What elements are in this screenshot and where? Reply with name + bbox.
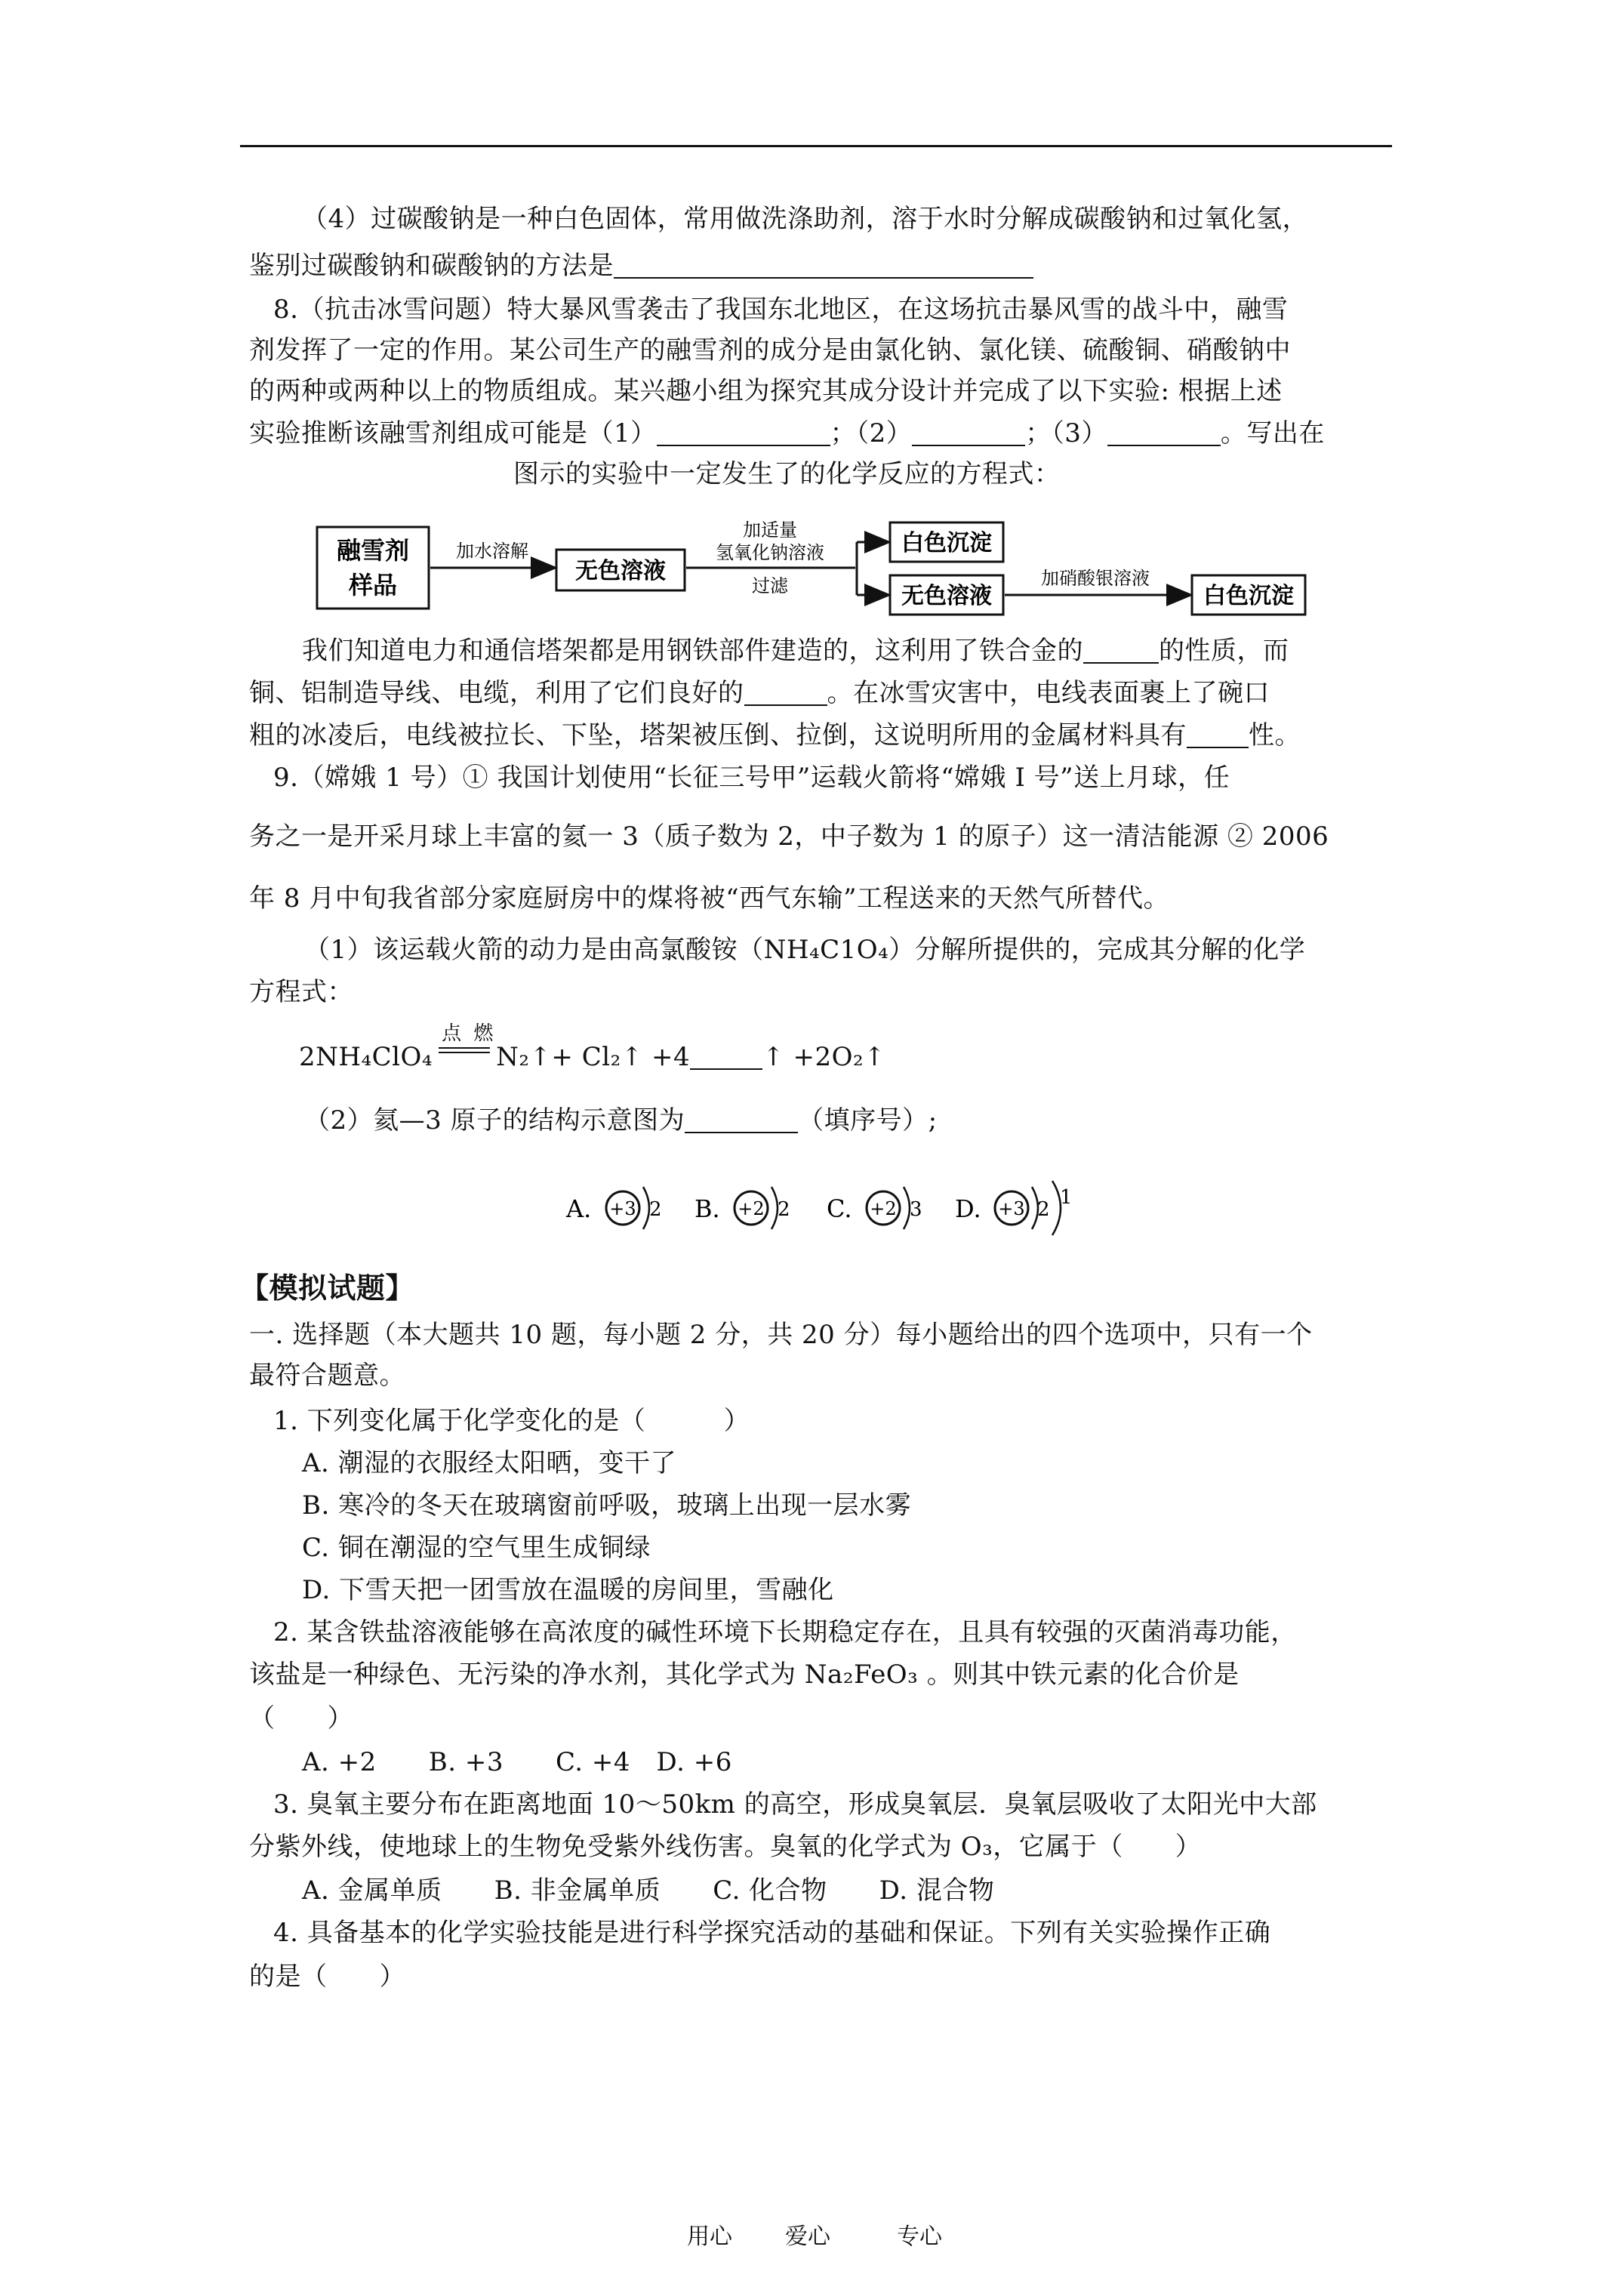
q2-line-3: （ ）: [249, 1703, 353, 1734]
q8-line-4: [249, 417, 1325, 450]
precip1-label: 白色沉淀: [901, 530, 992, 556]
q8-line-5: 图示的实验中一定发生了的化学反应的方程式：: [513, 459, 1061, 489]
q9-part2: [304, 1104, 938, 1137]
option-c-label: C.: [827, 1194, 852, 1223]
electrons-a: 2: [649, 1198, 662, 1221]
option-d-label: D.: [955, 1194, 981, 1223]
answer-blank: [685, 1108, 798, 1133]
q1-option-d: D. 下雪天把一团雪放在温暖的房间里，雪融化: [302, 1575, 834, 1605]
q9-part2-a: （2）氦—3 原子的结构示意图为: [304, 1105, 685, 1136]
eq-condition-sign: [433, 1022, 497, 1065]
electrons-d-2: 1: [1060, 1186, 1073, 1209]
sample-label-1: 融雪剂: [336, 536, 410, 565]
step2-label-1: 加适量: [743, 519, 797, 541]
solution2-label: 无色溶液: [901, 583, 992, 609]
metal-line-3: [249, 719, 1301, 752]
q8-line-4-b: ；（2）: [830, 418, 913, 448]
metal-line-2: [249, 676, 1270, 710]
option-d: [955, 1181, 1073, 1235]
q1-stem: 1. 下列变化属于化学变化的是（ ）: [273, 1406, 750, 1436]
nucleus-c-charge: +2: [870, 1198, 897, 1219]
eq-left: 2NH₄ClO₄: [299, 1042, 433, 1072]
q9-part1-line-1: （1）该运载火箭的动力是由高氯酸铵（NH₄C1O₄）分解所提供的，完成其分解的化学: [304, 935, 1306, 965]
solution1-label: 无色溶液: [575, 558, 666, 584]
shell-a: [643, 1187, 649, 1229]
q7-4-line-2: [249, 249, 1033, 282]
q4-line-1: 4. 具备基本的化学实验技能是进行科学探究活动的基础和保证。下列有关实验操作正确: [273, 1918, 1271, 1948]
metal-line-1-a: 我们知道电力和通信塔架都是用钢铁部件建造的，这利用了铁合金的: [302, 636, 1083, 666]
q3-line-2: 分紫外线，使地球上的生物免受紫外线伤害。臭氧的化学式为 O₃，它属于（ ）: [249, 1832, 1202, 1862]
q9-line-2: 务之一是开采月球上丰富的氦一 3（质子数为 2，中子数为 1 的原子）这一清洁能源 ② 2006: [249, 821, 1329, 852]
q9-part2-b: （填序号）;: [798, 1105, 938, 1136]
footer-word-1: 用心: [687, 2224, 732, 2250]
section-line-1: 一. 选择题（本大题共 10 题，每小题 2 分，共 20 分）每小题给出的四个选项中，只有一个: [249, 1320, 1313, 1350]
option-b: [694, 1187, 790, 1229]
option-a: [565, 1187, 662, 1229]
answer-blank: [1083, 638, 1159, 664]
q2-options: A. +2 B. +3 C. +4 D. +6: [302, 1747, 732, 1777]
step3-label: 加硝酸银溶液: [1041, 568, 1150, 589]
q1-option-a: A. 潮湿的衣服经太阳晒，变干了: [302, 1448, 677, 1478]
q9-line-1: 9.（嫦娥 1 号）① 我国计划使用“长征三号甲”运载火箭将“嫦娥 I 号”送上月球，任: [273, 763, 1230, 793]
q2-line-1: 2. 某含铁盐溶液能够在高浓度的碱性环境下长期稳定存在，且具有较强的灭菌消毒功能，: [273, 1617, 1297, 1647]
answer-blank: [1107, 421, 1221, 446]
header-rule: [240, 145, 1392, 147]
decomposition-equation: [299, 1022, 886, 1074]
footer-word-3: 专心: [897, 2224, 942, 2250]
q4-line-2: 的是（ ）: [249, 1962, 405, 1992]
metal-line-3-a: 粗的冰凌后，电线被拉长、下坠，塔架被压倒、拉倒，这说明所用的金属材料具有: [249, 720, 1187, 750]
nucleus-d-charge: +3: [998, 1198, 1025, 1219]
experiment-flow-diagram: [313, 513, 1325, 619]
metal-line-2-a: 铜、铝制造导线、电缆，利用了它们良好的: [249, 678, 744, 708]
q2-line-2: 该盐是一种绿色、无污染的净水剂，其化学式为 Na₂FeO₃ 。则其中铁元素的化合价是: [249, 1660, 1240, 1690]
electrons-c: 3: [910, 1198, 922, 1221]
answer-blank: [912, 421, 1025, 446]
answer-blank: [1187, 723, 1249, 748]
q8-line-2: 剂发挥了一定的作用。某公司生产的融雪剂的成分是由氯化钠、氯化镁、硫酸铜、硝酸钠中: [249, 335, 1291, 365]
eq-right-a: N₂↑+ Cl₂↑ +4: [496, 1042, 691, 1072]
metal-line-1-b: 的性质，而: [1159, 636, 1289, 666]
step2-label-3: 过滤: [752, 575, 788, 596]
precip2-label: 白色沉淀: [1203, 583, 1294, 609]
nucleus-b-charge: +2: [738, 1198, 765, 1219]
step2-label-2: 氢氧化钠溶液: [716, 542, 824, 563]
q8-line-4-a: 实验推断该融雪剂组成可能是（1）: [249, 418, 657, 448]
option-a-label: A.: [566, 1194, 592, 1223]
q9-part1-line-2: 方程式：: [249, 977, 353, 1007]
q1-option-c: C. 铜在潮湿的空气里生成铜绿: [302, 1533, 651, 1563]
q1-option-b: B. 寒冷的冬天在玻璃窗前呼吸，玻璃上出现一层水雾: [302, 1490, 912, 1521]
section-line-2: 最符合题意。: [249, 1361, 405, 1391]
option-c: [827, 1187, 922, 1229]
shell-b: [771, 1187, 778, 1229]
q9-line-3: 年 8 月中旬我省部分家庭厨房中的煤将被“西气东输”工程送来的天然气所替代。: [249, 883, 1170, 914]
option-b-label: B.: [694, 1194, 720, 1223]
q7-4-line-2-text: 鉴别过碳酸钠和碳酸钠的方法是: [249, 251, 614, 281]
mock-title: 【模拟试题】: [240, 1271, 415, 1305]
metal-line-2-b: 。在冰雪灾害中，电线表面裹上了碗口: [827, 678, 1270, 708]
q3-options: A. 金属单质 B. 非金属单质 C. 化合物 D. 混合物: [302, 1875, 995, 1906]
metal-line-1: [302, 634, 1289, 667]
eq-condition: 点 燃: [442, 1022, 497, 1045]
answer-blank: [614, 253, 1033, 279]
q8-line-4-c: ；（3）: [1025, 418, 1107, 448]
footer-word-2: 爱心: [785, 2224, 830, 2250]
electrons-d-1: 2: [1037, 1198, 1050, 1221]
q8-line-1: 8.（抗击冰雪问题）特大暴风雪袭击了我国东北地区，在这场抗击暴风雪的战斗中，融雪: [273, 294, 1289, 325]
metal-line-3-b: 性。: [1249, 720, 1301, 750]
answer-blank: [657, 421, 830, 446]
q8-line-4-d: 。写出在: [1220, 418, 1325, 448]
sample-label-2: 样品: [348, 571, 398, 599]
q7-4-line-1: （4）过碳酸钠是一种白色固体，常用做洗涤助剂，溶于水时分解成碳酸钠和过氧化氢，: [302, 204, 1309, 234]
q8-line-3: 的两种或两种以上的物质组成。某兴趣小组为探究其成分设计并完成了以下实验: 根据上述: [249, 376, 1283, 406]
eq-right-b: ↑ +2O₂↑: [762, 1042, 886, 1072]
answer-blank: [690, 1044, 762, 1070]
q3-line-1: 3. 臭氧主要分布在距离地面 10～50km 的高空，形成臭氧层．臭氧层吸收了太阳光中大部: [273, 1789, 1317, 1820]
shell-c: [904, 1187, 910, 1229]
electrons-b: 2: [778, 1198, 790, 1221]
atomic-structure-options: [559, 1155, 1087, 1246]
answer-blank: [744, 680, 827, 706]
nucleus-a-charge: +3: [609, 1198, 636, 1219]
step1-label: 加水溶解: [456, 541, 528, 562]
